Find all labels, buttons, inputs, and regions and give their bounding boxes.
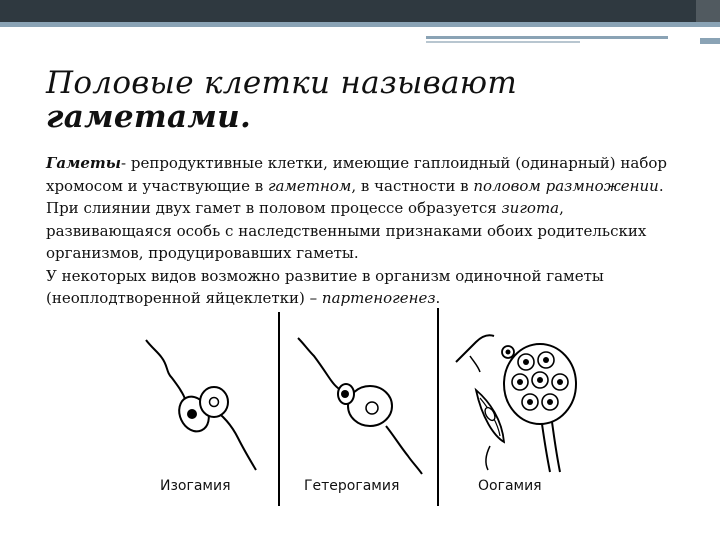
paragraph-gametes xyxy=(46,152,686,265)
term-sexual-reproduction: половом размножении xyxy=(473,176,659,195)
text-segment: , в частности в xyxy=(351,176,474,195)
text-segment: . xyxy=(435,289,441,307)
term-gametes: Гаметы xyxy=(46,154,122,172)
divider-right xyxy=(437,308,439,506)
top-bar xyxy=(0,0,720,22)
slide-title xyxy=(46,66,517,134)
top-rule xyxy=(0,22,720,27)
label-oogamy: Оогамия xyxy=(478,478,542,494)
isogamy-drawing xyxy=(140,330,290,480)
paragraph-parthenogenesis xyxy=(46,265,686,310)
top-rule-short xyxy=(426,36,668,39)
heterogamy-drawing xyxy=(290,330,440,480)
top-bar-accent xyxy=(696,0,720,22)
label-isogamy: Изогамия xyxy=(160,478,231,494)
term-zygote: зигота xyxy=(501,199,560,217)
divider-left xyxy=(278,312,280,506)
text-segment: - репродуктивные клетки, имеющие гаплоидный (одинарный) набор хромосом и участвующие в xyxy=(46,154,668,195)
top-rule-corner xyxy=(700,38,720,44)
label-heterogamy: Гетерогамия xyxy=(304,478,400,494)
body-text xyxy=(46,152,686,310)
text-segment: У некоторых видов возможно развитие в организм одиночной гаметы (неоплодтворенной яйцеклетки) – xyxy=(46,266,604,307)
text-segment: , развивающаяся особь с наследственными признаками обоих родительских организмов, продуцировавших гаметы. xyxy=(46,199,647,262)
term-parthenogenesis: партеногенез xyxy=(321,289,436,307)
top-rule-short-2 xyxy=(426,41,580,43)
title-line-1: Половые клетки называют xyxy=(46,65,518,101)
oogamy-drawing xyxy=(450,326,590,476)
term-gametic: гаметном xyxy=(267,176,352,195)
title-line-2: гаметами. xyxy=(46,99,252,135)
text-segment: . При слиянии двух гамет в половом процессе образуется xyxy=(46,176,664,217)
